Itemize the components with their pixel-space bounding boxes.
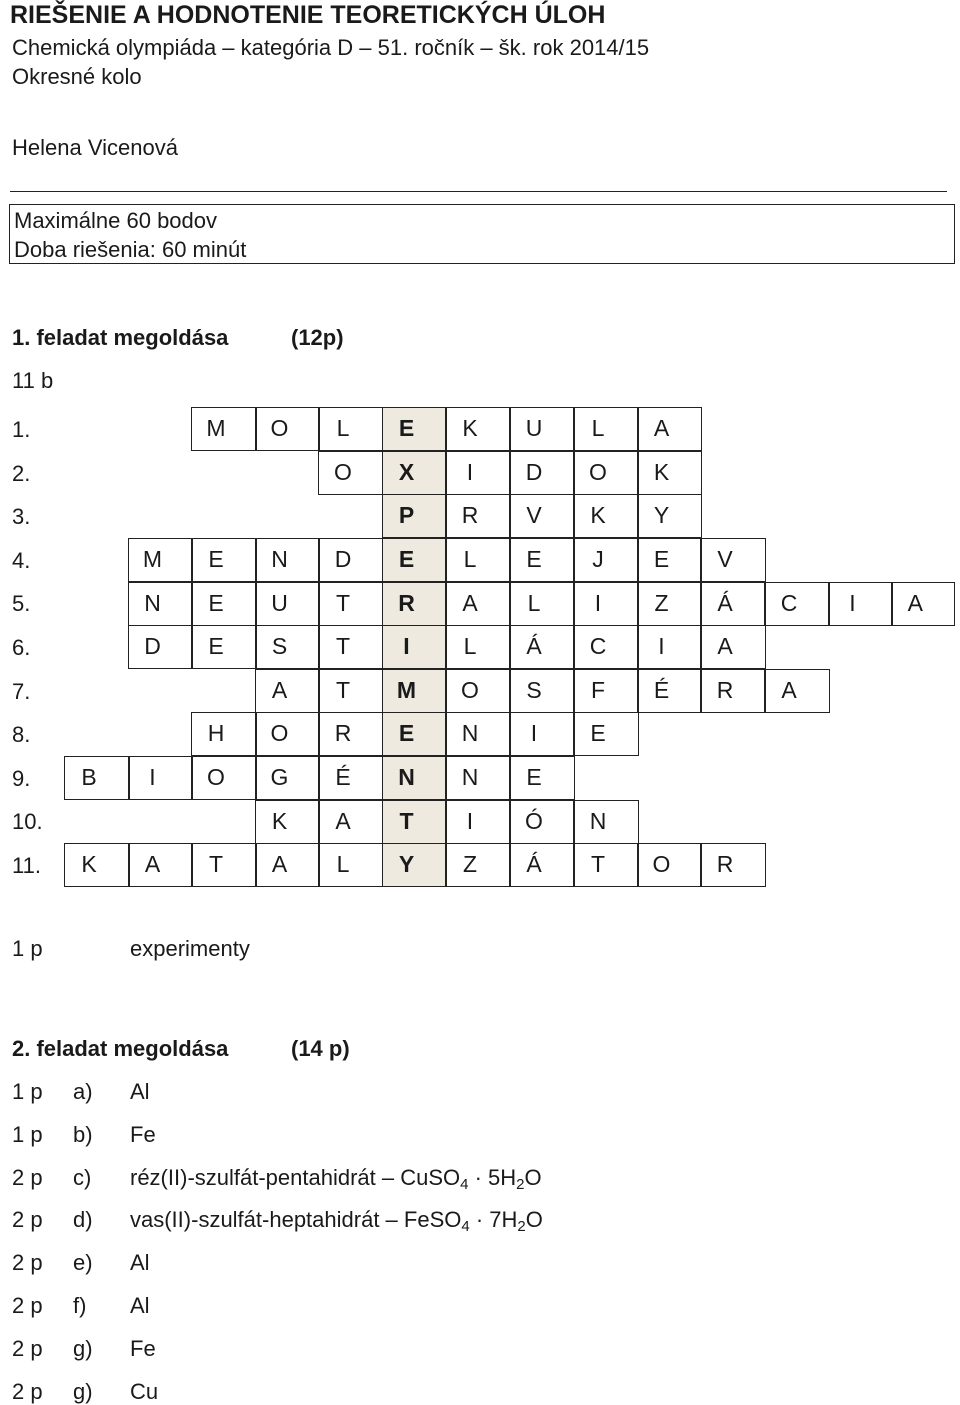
crossword-cell: E [509,538,575,582]
crossword-key-cell: I [382,625,447,669]
crossword-cell: D [509,451,575,495]
crossword-key-cell: Y [382,843,447,887]
crossword-cell: Y [637,494,702,538]
time-limit-text: Doba riešenia: 60 minút [14,237,247,262]
crossword-row-number: 2. [12,460,31,486]
solution-points: 1 p [12,936,43,961]
crossword-cell: R [700,669,766,713]
crossword-cell: E [191,625,257,669]
subscript: 2 [517,1218,526,1236]
crossword-cell: O [637,843,702,887]
crossword-cell: I [828,582,893,626]
crossword-key-cell: E [382,538,447,582]
crossword-cell: N [573,800,639,844]
crossword-cell: F [573,669,639,713]
crossword-cell: N [128,582,193,626]
crossword-key-cell: P [382,494,447,538]
answer-formula-text: O [525,1207,543,1233]
crossword-cell: C [764,582,830,626]
answer-text: Fe [130,1121,156,1147]
crossword-cell: A [637,407,702,451]
crossword-cell: I [573,582,639,626]
crossword-row-number: 9. [12,765,31,791]
answer-text: Al [130,1079,150,1104]
crossword-cell: M [191,407,257,451]
answer-points: 2 p [12,1293,43,1318]
answer-letter: a) [73,1079,93,1104]
answer-points: 2 p [12,1250,43,1276]
crossword-cell: L [573,407,639,451]
crossword-cell: Á [700,582,766,626]
answer-points: 2 p [12,1335,43,1361]
crossword-cell: J [573,538,639,582]
crossword-cell: E [191,582,257,626]
crossword-cell: O [445,669,511,713]
answer-points: 1 p [12,1079,43,1104]
round-label: Okresné kolo [12,64,142,89]
crossword-cell: I [128,756,193,800]
crossword-cell: C [573,625,639,669]
answer-points: 2 p [12,1378,43,1404]
answer-text: Cu [130,1378,159,1404]
subtitle: Chemická olympiáda – kategória D – 51. ročník – šk. rok 2014/15 [12,35,650,60]
subscript: 4 [461,1218,470,1236]
task1-heading: 1. feladat megoldása [12,325,229,350]
crossword-cell: M [128,538,193,582]
answer-points: 2 p [12,1164,43,1190]
author-name: Helena Vicenová [12,135,178,160]
task2-heading: 2. feladat megoldása [12,1036,229,1061]
crossword-cell: T [318,582,384,626]
answer-text [130,1207,543,1236]
crossword-cell: K [255,800,320,844]
crossword-row-number: 8. [12,722,31,748]
crossword-cell: T [318,669,384,713]
crossword-cell: É [318,756,384,800]
crossword-cell: Z [445,843,511,887]
crossword-cell: N [255,538,320,582]
crossword-cell: O [191,756,257,800]
crossword-cell: A [128,843,193,887]
answer-formula-text: · 5H [468,1164,517,1190]
crossword-cell: N [445,756,511,800]
answer-letter: e) [73,1250,93,1276]
crossword-cell: K [573,494,639,538]
crossword-cell: D [128,625,193,669]
crossword-cell: A [891,582,955,626]
answer-letter: g) [73,1335,93,1361]
task1-points: (12p) [291,325,344,350]
crossword-cell: A [445,582,511,626]
crossword-cell: K [637,451,702,495]
solution-word: experimenty [130,936,250,961]
crossword-cell: L [318,843,384,887]
subscript: 2 [516,1175,525,1193]
crossword-cell: Á [509,625,575,669]
crossword-cell: E [573,712,639,756]
crossword-cell: V [700,538,766,582]
crossword-row-number: 11. [12,853,41,878]
crossword-cell: T [573,843,639,887]
crossword-cell: O [573,451,639,495]
crossword-cell: O [255,712,320,756]
crossword-cell: A [255,843,320,887]
answer-text [130,1165,542,1191]
crossword-cell: T [318,625,384,669]
crossword-cell: L [509,582,575,626]
crossword-cell: A [318,800,384,844]
crossword-cell: S [509,669,575,713]
crossword-row-number: 6. [12,635,31,660]
crossword-cell: G [255,756,320,800]
crossword-cell: I [637,625,702,669]
answer-formula-text: O [524,1164,542,1190]
answer-points: 2 p [12,1207,43,1233]
answer-points: 1 p [12,1121,43,1147]
crossword-cell: O [318,451,384,495]
crossword-cell: O [255,407,320,451]
crossword-cell: L [445,625,511,669]
crossword-cell: E [637,538,702,582]
crossword-cell: Á [509,843,575,887]
crossword-cell: R [445,494,511,538]
crossword-cell: I [509,712,575,756]
max-points-text: Maximálne 60 bodov [14,208,218,233]
crossword-cell: B [64,756,130,800]
crossword-cell: V [509,494,575,538]
crossword-cell: L [445,538,511,582]
page-title: RIEŠENIE A HODNOTENIE TEORETICKÝCH ÚLOH [10,1,606,29]
crossword-cell: E [509,756,575,800]
crossword-cell: T [191,843,257,887]
answer-formula-text: · 7H [469,1207,518,1233]
crossword-cell: D [318,538,384,582]
crossword-cell: A [255,669,320,713]
crossword-cell: E [191,538,257,582]
crossword-cell: K [445,407,511,451]
crossword-cell: I [445,800,511,844]
answer-formula-text: réz(II)-szulfát-pentahidrát – CuSO [130,1164,461,1190]
crossword-row-number: 5. [12,591,31,617]
crossword-key-cell: M [382,669,447,713]
answer-text: Fe [130,1335,156,1361]
answer-letter: c) [73,1164,92,1190]
crossword-row-number: 3. [12,504,31,530]
crossword-cell: H [191,712,257,756]
crossword-cell: S [255,625,320,669]
answer-letter: f) [73,1293,87,1318]
crossword-key-cell: N [382,756,447,800]
crossword-cell: U [509,407,575,451]
crossword-key-cell: T [382,800,447,844]
task2-points: (14 p) [291,1036,350,1061]
crossword-cell: K [64,843,130,887]
answer-text: Al [130,1250,150,1276]
subscript: 4 [460,1175,469,1193]
crossword-row-number: 1. [12,417,31,442]
crossword-key-cell: E [382,712,447,756]
answer-letter: d) [73,1207,93,1233]
crossword-cell: Ó [509,800,575,844]
crossword-cell: U [255,582,320,626]
crossword-row-number: 10. [12,809,43,835]
crossword-cell: A [700,625,766,669]
crossword-cell: N [445,712,511,756]
answer-letter: b) [73,1121,93,1147]
answer-text: Al [130,1293,150,1318]
crossword-key-cell: X [382,451,447,495]
crossword-points: 11 b [12,368,54,393]
crossword-cell: A [764,669,830,713]
crossword-key-cell: R [382,582,447,626]
crossword-cell: Z [637,582,702,626]
header-divider [10,191,947,192]
crossword-cell: É [637,669,702,713]
crossword-cell: R [700,843,766,887]
crossword-cell: L [318,407,384,451]
answer-letter: g) [73,1378,93,1404]
info-box [9,204,955,264]
crossword-cell: I [445,451,511,495]
crossword-key-cell: E [382,407,447,451]
answer-formula-text: vas(II)-szulfát-heptahidrát – FeSO [130,1207,462,1233]
crossword-cell: R [318,712,384,756]
crossword-row-number: 7. [12,678,31,704]
crossword-row-number: 4. [12,547,31,573]
